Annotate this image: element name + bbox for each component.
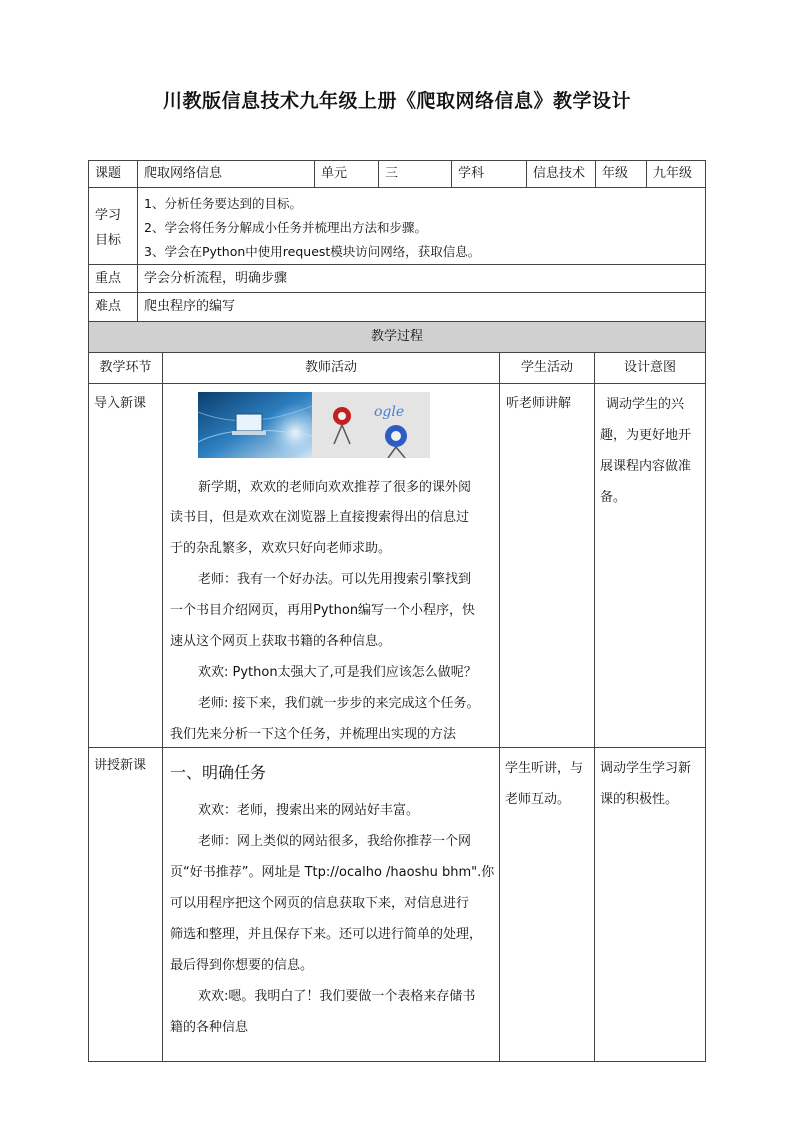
new-intent-line: 课的积极性。 [600, 792, 679, 807]
intro-line: 欢欢: Python太强大了,可是我们应该怎么做呢？ [198, 665, 477, 680]
intro-line: 读书目，但是欢欢在浏览器上直接搜索得出的信息过 [170, 510, 470, 525]
key-point-label: 重点 [88, 264, 138, 293]
goals-label-1: 学习 [95, 208, 122, 223]
intro-intent-line: 展课程内容做准 [600, 459, 692, 474]
col-student: 学生活动 [499, 352, 595, 384]
new-line: 欢欢:嗯。我明白了！我们要做一个表格来存储书 [198, 989, 476, 1004]
subject-label: 学科 [451, 160, 527, 188]
key-point-value: 学会分析流程，明确步骤 [137, 264, 706, 293]
difficulty-label: 难点 [88, 292, 138, 322]
goal-item: 1、分析任务要达到的目标。 [144, 196, 302, 211]
intro-intent-line: 趣，为更好地开 [600, 428, 692, 443]
intro-line: 一个书目介绍网页，再用Python编写一个小程序，快 [170, 603, 476, 618]
keti-value: 爬取网络信息 [137, 160, 315, 188]
intro-stage: 导入新课 [94, 396, 147, 411]
new-intent-line: 调动学生学习新 [600, 761, 692, 776]
new-line: 欢欢：老师，搜索出来的网站好丰富。 [198, 803, 420, 818]
goals-label-2: 目标 [95, 233, 122, 248]
goals-list [137, 187, 706, 265]
intro-line: 老师：我有一个好办法。可以先用搜索引擎找到 [198, 572, 472, 587]
intro-line: 速从这个网页上获取书籍的各种信息。 [170, 634, 392, 649]
grade-value: 九年级 [646, 160, 706, 188]
computer-network-image [198, 392, 312, 458]
intro-line: 新学期，欢欢的老师向欢欢推荐了很多的课外阅 [198, 480, 472, 495]
new-line: 最后得到你想要的信息。 [170, 958, 314, 973]
new-line: 筛选和整理，并且保存下来。还可以进行简单的处理， [170, 927, 483, 942]
goals-label-cell [88, 187, 138, 265]
intro-stage-cell [88, 383, 163, 748]
difficulty-value: 爬虫程序的编写 [137, 292, 706, 322]
new-line: 页“好书推荐”。网址是 Ttp://ocalho /haoshu bhm".你 [170, 865, 495, 880]
new-student-line: 学生听讲，与 [505, 761, 584, 776]
col-teacher: 教师活动 [162, 352, 500, 384]
new-line: 老师：网上类似的网站很多，我给你推荐一个网 [198, 834, 472, 849]
grade-label: 年级 [595, 160, 647, 188]
new-student-line: 老师互动。 [505, 792, 571, 807]
intro-line: 于的杂乱繁多，欢欢只好向老师求助。 [170, 541, 392, 556]
intro-intent-line: 备。 [600, 490, 627, 505]
intro-line: 老师: 接下来，我们就一步步的来完成这个任务。 [198, 696, 480, 711]
unit-value: 三 [378, 160, 452, 188]
keti-label: 课题 [88, 160, 138, 188]
unit-label: 单元 [314, 160, 379, 188]
intro-student: 听老师讲解 [506, 396, 572, 411]
section-heading: 一、明确任务 [170, 763, 267, 782]
process-header: 教学过程 [88, 321, 706, 353]
goal-item: 3、学会在Python中使用request模块访问网络，获取信息。 [144, 244, 481, 259]
web-spider-image [312, 392, 430, 458]
new-stage: 讲授新课 [94, 758, 147, 773]
new-line: 籍的各种信息 [170, 1020, 249, 1035]
goal-item: 2、学会将任务分解成小任务并梳理出方法和步骤。 [144, 220, 427, 235]
new-line: 可以用程序把这个网页的信息获取下来，对信息进行 [170, 896, 470, 911]
intro-intent-line: 调动学生的兴 [606, 397, 685, 412]
col-intent: 设计意图 [594, 352, 706, 384]
subject-value: 信息技术 [526, 160, 596, 188]
document-title: 川教版信息技术九年级上册《爬取网络信息》教学设计 [162, 90, 631, 112]
svg-text:ogle: ogle [374, 404, 405, 420]
new-stage-cell [88, 747, 163, 1062]
col-stage: 教学环节 [88, 352, 163, 384]
intro-line: 我们先来分析一下这个任务，并梳理出实现的方法 [170, 727, 457, 742]
